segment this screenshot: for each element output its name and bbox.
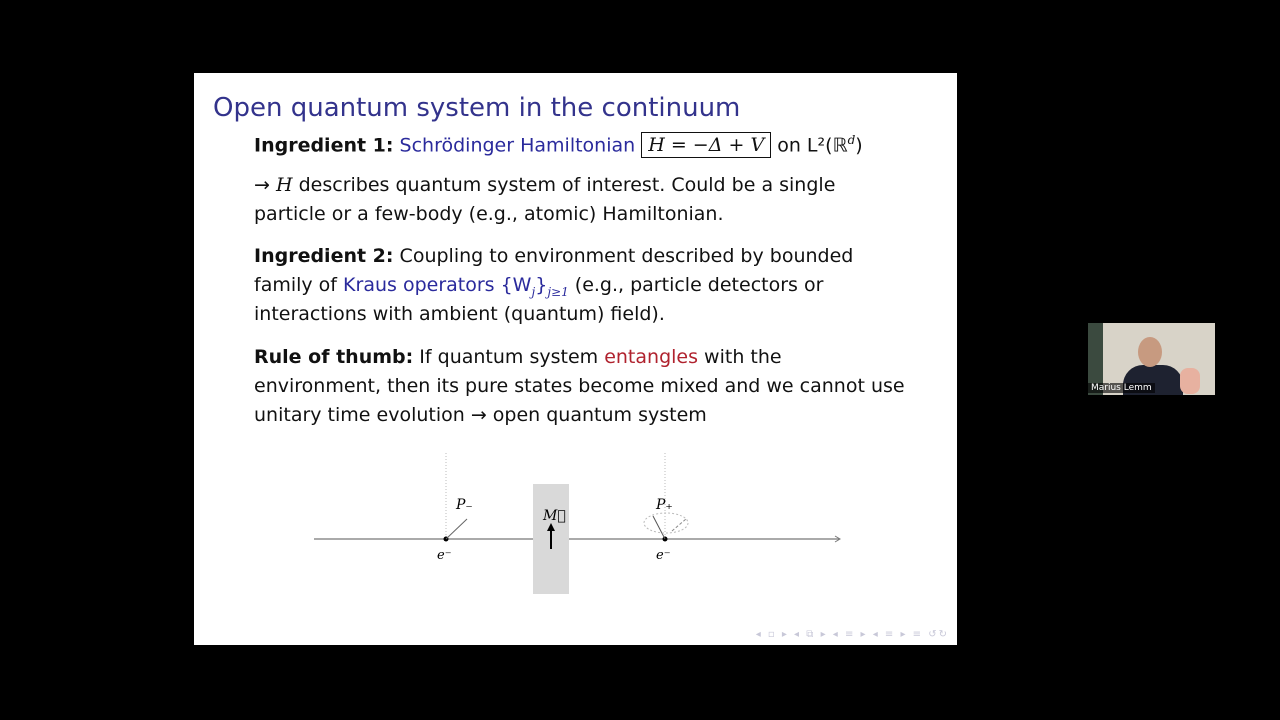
- arrow: →: [254, 174, 270, 196]
- kraus-operators-text: Kraus operators {W: [343, 274, 532, 296]
- p-minus-label: P₋: [456, 497, 473, 513]
- magnet-label: M⃗: [543, 508, 566, 524]
- ingredient-1-desc: [254, 174, 835, 196]
- presentation-slide: [194, 73, 957, 645]
- stern-gerlach-diagram: [194, 443, 957, 603]
- speaker-face: [1138, 337, 1162, 367]
- ingredient-1-line: [254, 133, 863, 156]
- ingredient-2-line: [254, 245, 853, 267]
- schrodinger-hamiltonian-text: Schrödinger Hamiltonian: [399, 134, 636, 157]
- sub: j: [531, 284, 536, 299]
- ingredient-1-desc-2: particle or a few-body (e.g., atomic) Hamiltonian.: [254, 203, 724, 225]
- rule-label: Rule of thumb:: [254, 346, 414, 368]
- text: (e.g., particle detectors or: [574, 274, 824, 296]
- text: If quantum system: [419, 346, 599, 368]
- ingredient-1-label: Ingredient 1:: [254, 134, 394, 157]
- hilbert-space: on L²(ℝ: [777, 134, 848, 157]
- symbol-h: H: [275, 174, 293, 196]
- rule-line-2: environment, then its pure states become mixed and we cannot use: [254, 375, 905, 397]
- ingredient-2-line-3: interactions with ambient (quantum) field).: [254, 303, 665, 325]
- dimension-sup: d: [847, 133, 856, 147]
- text: with the: [704, 346, 782, 368]
- text: Coupling to environment described by bounded: [399, 245, 854, 267]
- spin-arrow-left: [446, 519, 467, 539]
- electron-label-right: e⁻: [656, 548, 671, 563]
- ingredient-2-label: Ingredient 2:: [254, 245, 394, 267]
- spin-arrow-right: [653, 516, 665, 539]
- ingredient-2-line-2: [254, 274, 823, 299]
- electron-label-left: e⁻: [437, 548, 452, 563]
- brace: }: [535, 274, 548, 296]
- speaker-name: Marius Lemm: [1088, 383, 1155, 393]
- speaker-hand: [1180, 368, 1200, 394]
- p-plus-label: P₊: [656, 497, 673, 513]
- entangles-text: entangles: [604, 346, 698, 368]
- text: family of: [254, 274, 337, 296]
- slide-title: Open quantum system in the continuum: [213, 93, 741, 123]
- rule-line: [254, 346, 782, 368]
- dashed-spin: [672, 519, 686, 531]
- paren: ): [855, 134, 863, 157]
- rule-line-3: unitary time evolution → open quantum system: [254, 404, 707, 426]
- beamer-navigation-icons[interactable]: ◂ ▫ ▸ ◂ ⧉ ▸ ◂ ≡ ▸ ◂ ≡ ▸ ≡ ↺↻: [755, 629, 949, 640]
- text: describes quantum system of interest. Could be a single: [298, 174, 836, 196]
- sub: j≥1: [547, 284, 569, 299]
- hamiltonian-formula: H = −Δ + V: [641, 132, 771, 158]
- webcam-thumbnail[interactable]: [1088, 323, 1215, 395]
